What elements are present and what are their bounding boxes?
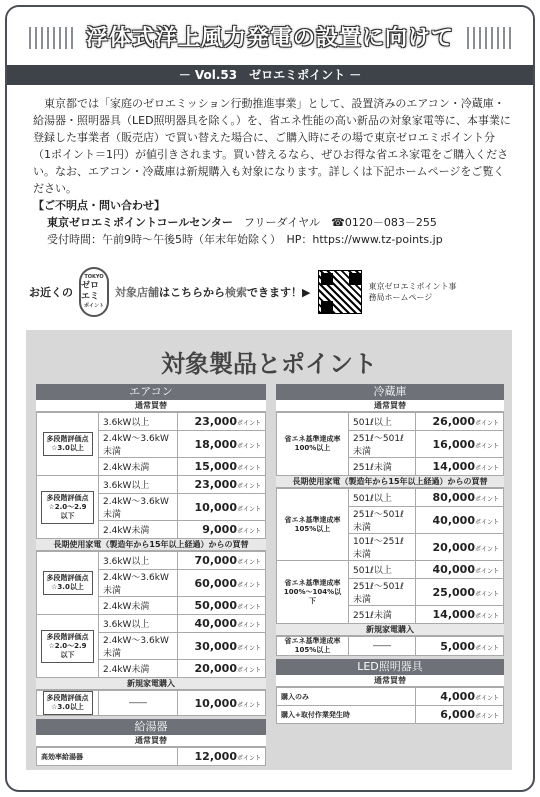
point-unit: ポイント — [236, 755, 261, 762]
point-value: 40,000ポイント — [416, 561, 504, 579]
group-label — [277, 489, 349, 561]
table-row — [277, 413, 504, 431]
store-search-text: 対象店舗はこちらから検索できます！▶ — [115, 286, 311, 299]
water-heater-header: 給湯器 — [36, 719, 266, 735]
inquiry-title: 【ご不明点・問い合わせ】 — [33, 199, 165, 212]
table-row — [37, 552, 266, 570]
group-label-text: 省エネ基準達成率 100%～104%以下 — [283, 578, 342, 605]
aircon-new-header: 新規家電購入 — [36, 678, 266, 690]
fridge-normal-table — [276, 412, 504, 476]
item-label: 購入+取付作業発生時 — [277, 706, 416, 724]
fridge-new-table — [276, 636, 504, 656]
point-unit: ポイント — [236, 559, 261, 566]
point-unit: ポイント — [474, 496, 499, 503]
reception-hours: 受付時間：午前9時～午後5時（年末年始除く） HP：https://www.tz-points.jp — [47, 233, 443, 246]
point-unit: ポイント — [236, 604, 261, 611]
group-label-text: 多段階評価点 ☆2.0～2.9以下 — [41, 491, 94, 524]
point-unit: ポイント — [236, 505, 261, 513]
point-value: 30,000ポイント — [178, 633, 266, 660]
range-cell: 2.4kW未満 — [99, 660, 178, 678]
range-cell: 2.4kW～3.6kW未満 — [99, 570, 178, 597]
point-value: 23,000ポイント — [178, 476, 266, 494]
point-unit: ポイント — [236, 420, 261, 427]
near-text: お近くの — [29, 286, 73, 299]
fridge-long-header: 長期使用家電（製造年から15年以上経過）からの買替 — [276, 476, 504, 488]
point-value: 10,000ポイント — [178, 691, 266, 716]
range-cell: 3.6kW以上 — [99, 615, 178, 633]
group-label-text: 省エネ基準達成率 105%以上 — [284, 637, 341, 654]
group-label-text: 多段階評価点 ☆3.0以上 — [43, 571, 93, 595]
water-heater-table — [36, 747, 266, 766]
aircon-long-table — [36, 551, 266, 678]
range-cell: 251ℓ未満 — [349, 606, 416, 624]
point-unit: ポイント — [474, 518, 499, 526]
table-row — [277, 688, 504, 706]
group-label — [37, 552, 99, 615]
group-label-text: 多段階評価点 ☆2.0～2.9以下 — [41, 630, 94, 663]
point-value: 5,000ポイント — [416, 637, 504, 656]
point-unit: ポイント — [474, 568, 499, 575]
point-unit: ポイント — [474, 613, 499, 620]
point-value: 40,000ポイント — [178, 615, 266, 633]
range-cell: 2.4kW未満 — [99, 458, 178, 476]
range-cell: 2.4kW未満 — [99, 597, 178, 615]
point-unit: ポイント — [474, 465, 499, 472]
table-row — [37, 748, 266, 766]
point-unit: ポイント — [474, 713, 499, 720]
panel-title: 対象製品とポイント — [161, 350, 377, 378]
range-cell: 2.4kW未満 — [99, 521, 178, 539]
fridge-new-header: 新規家電購入 — [276, 624, 504, 636]
point-value: 26,000ポイント — [416, 413, 504, 431]
point-value: 70,000ポイント — [178, 552, 266, 570]
range-cell: 3.6kW以上 — [99, 476, 178, 494]
range-cell: 251ℓ～501ℓ未満 — [349, 507, 416, 534]
group-label-text: 多段階評価点 ☆3.0以上 — [43, 432, 93, 456]
aircon-new-table — [36, 690, 266, 716]
range-cell: 3.6kW以上 — [99, 552, 178, 570]
table-row — [277, 561, 504, 579]
aircon-normal-table — [36, 412, 266, 539]
group-label — [277, 561, 349, 624]
table-row — [37, 615, 266, 633]
point-value: 10,000ポイント — [178, 494, 266, 521]
point-value: 25,000ポイント — [416, 579, 504, 606]
table-row — [37, 476, 266, 494]
right-column — [276, 384, 504, 724]
point-value: 60,000ポイント — [178, 570, 266, 597]
fridge-header: 冷蔵庫 — [276, 384, 504, 400]
point-unit: ポイント — [236, 701, 261, 709]
point-value: 50,000ポイント — [178, 597, 266, 615]
point-unit: ポイント — [236, 667, 261, 674]
table-row — [277, 489, 504, 507]
point-unit: ポイント — [474, 695, 499, 702]
left-column — [36, 384, 266, 766]
point-unit: ポイント — [236, 442, 261, 450]
point-value: 80,000ポイント — [416, 489, 504, 507]
range-cell: 251ℓ～501ℓ未満 — [349, 431, 416, 458]
point-value: 16,000ポイント — [416, 431, 504, 458]
range-cell: 251ℓ～501ℓ未満 — [349, 579, 416, 606]
point-unit: ポイント — [474, 420, 499, 427]
led-table — [276, 687, 504, 724]
range-cell: 501ℓ以上 — [349, 561, 416, 579]
point-value: 14,000ポイント — [416, 458, 504, 476]
zeroemi-logo: TOKYO ゼロエミ ポイント — [79, 267, 109, 317]
range-cell: 2.4kW～3.6kW未満 — [99, 494, 178, 521]
table-row — [37, 413, 266, 431]
point-value: 23,000ポイント — [178, 413, 266, 431]
group-label — [37, 476, 99, 539]
point-unit: ポイント — [236, 581, 261, 589]
point-value: 20,000ポイント — [416, 534, 504, 561]
aircon-header: エアコン — [36, 384, 266, 400]
call-center-name: 東京ゼロエミポイントコールセンター — [47, 216, 233, 229]
point-unit: ポイント — [236, 644, 261, 652]
point-value: 40,000ポイント — [416, 507, 504, 534]
group-label — [277, 637, 349, 656]
group-label-text: 省エネ基準達成率 105%以上 — [284, 515, 341, 533]
group-label — [277, 413, 349, 476]
page-title: 浮体式洋上風力発電の設置に向けて — [85, 25, 454, 51]
store-search-row — [7, 262, 533, 322]
intro-paragraph: 東京都では「家庭のゼロエミッション行動推進事業」として、設置済みのエアコン・冷蔵庫・給湯器・照明器具（LED照明器具を除く。）を、省エネ性能の高い新品の対象家電等に、本事業に登録した事業者（販売店）で買い替えた場合に、ご購入時にその場で東京ゼロエミポイント分（1ポイント＝1円）が値引きされます。買い替えるなら、ぜひお得な省エネ家電をご購入ください。なお、エアコン・冷蔵庫は新規購入も対象になります。詳しくは下記ホームページをご覧ください。 — [33, 97, 511, 195]
range-cell: ―― — [349, 637, 416, 656]
range-cell: 2.4kW～3.6kW未満 — [99, 633, 178, 660]
point-value: 12,000ポイント — [178, 748, 266, 766]
stripe-decoration-left — [29, 27, 73, 49]
qr-label: 東京ゼロエミポイント事務局ホームページ — [368, 282, 457, 302]
point-value: 9,000ポイント — [178, 521, 266, 539]
volume-bar: － Vol.53 ゼロエミポイント － — [7, 65, 533, 85]
range-cell: 3.6kW以上 — [99, 413, 178, 431]
fridge-normal-header: 通常買替 — [276, 400, 504, 412]
led-header: LED照明器具 — [276, 659, 504, 675]
point-value: 15,000ポイント — [178, 458, 266, 476]
point-unit: ポイント — [474, 545, 499, 553]
stripe-decoration-right — [467, 27, 511, 49]
group-label — [37, 413, 99, 476]
point-unit: ポイント — [474, 644, 499, 652]
point-value: 18,000ポイント — [178, 431, 266, 458]
range-cell: 2.4kW～3.6kW未満 — [99, 431, 178, 458]
table-row — [277, 706, 504, 724]
point-value: 4,000ポイント — [416, 688, 504, 706]
point-value: 20,000ポイント — [178, 660, 266, 678]
call-center-line — [33, 214, 511, 231]
point-value: 14,000ポイント — [416, 606, 504, 624]
range-cell: ―― — [99, 691, 178, 716]
point-unit: ポイント — [236, 465, 261, 472]
water-normal-header: 通常買替 — [36, 735, 266, 747]
point-unit: ポイント — [236, 528, 261, 535]
freedial: フリーダイヤル ☎0120－083－255 — [243, 216, 437, 229]
item-label: 購入のみ — [277, 688, 416, 706]
article-body — [7, 85, 533, 248]
table-row — [37, 691, 266, 716]
qr-code-icon[interactable] — [318, 270, 362, 314]
range-cell: 501ℓ以上 — [349, 413, 416, 431]
products-panel — [26, 330, 512, 770]
point-unit: ポイント — [474, 442, 499, 450]
table-row — [277, 637, 504, 656]
point-unit: ポイント — [474, 590, 499, 598]
point-unit: ポイント — [236, 622, 261, 629]
range-cell: 251ℓ未満 — [349, 458, 416, 476]
point-unit: ポイント — [236, 483, 261, 490]
group-label — [37, 691, 99, 716]
item-label: 高効率給湯器 — [37, 748, 178, 766]
range-cell: 101ℓ～251ℓ未満 — [349, 534, 416, 561]
header — [7, 7, 533, 65]
aircon-normal-header: 通常買替 — [36, 400, 266, 412]
fridge-long-table — [276, 488, 504, 624]
group-label-text: 省エネ基準達成率 100%以上 — [284, 435, 341, 452]
group-label-text: 多段階評価点 ☆3.0以上 — [43, 691, 93, 715]
group-label — [37, 615, 99, 678]
range-cell: 501ℓ以上 — [349, 489, 416, 507]
point-value: 6,000ポイント — [416, 706, 504, 724]
aircon-long-header: 長期使用家電（製造年から15年以上経過）からの買替 — [36, 539, 266, 551]
led-normal-header: 通常買替 — [276, 675, 504, 687]
